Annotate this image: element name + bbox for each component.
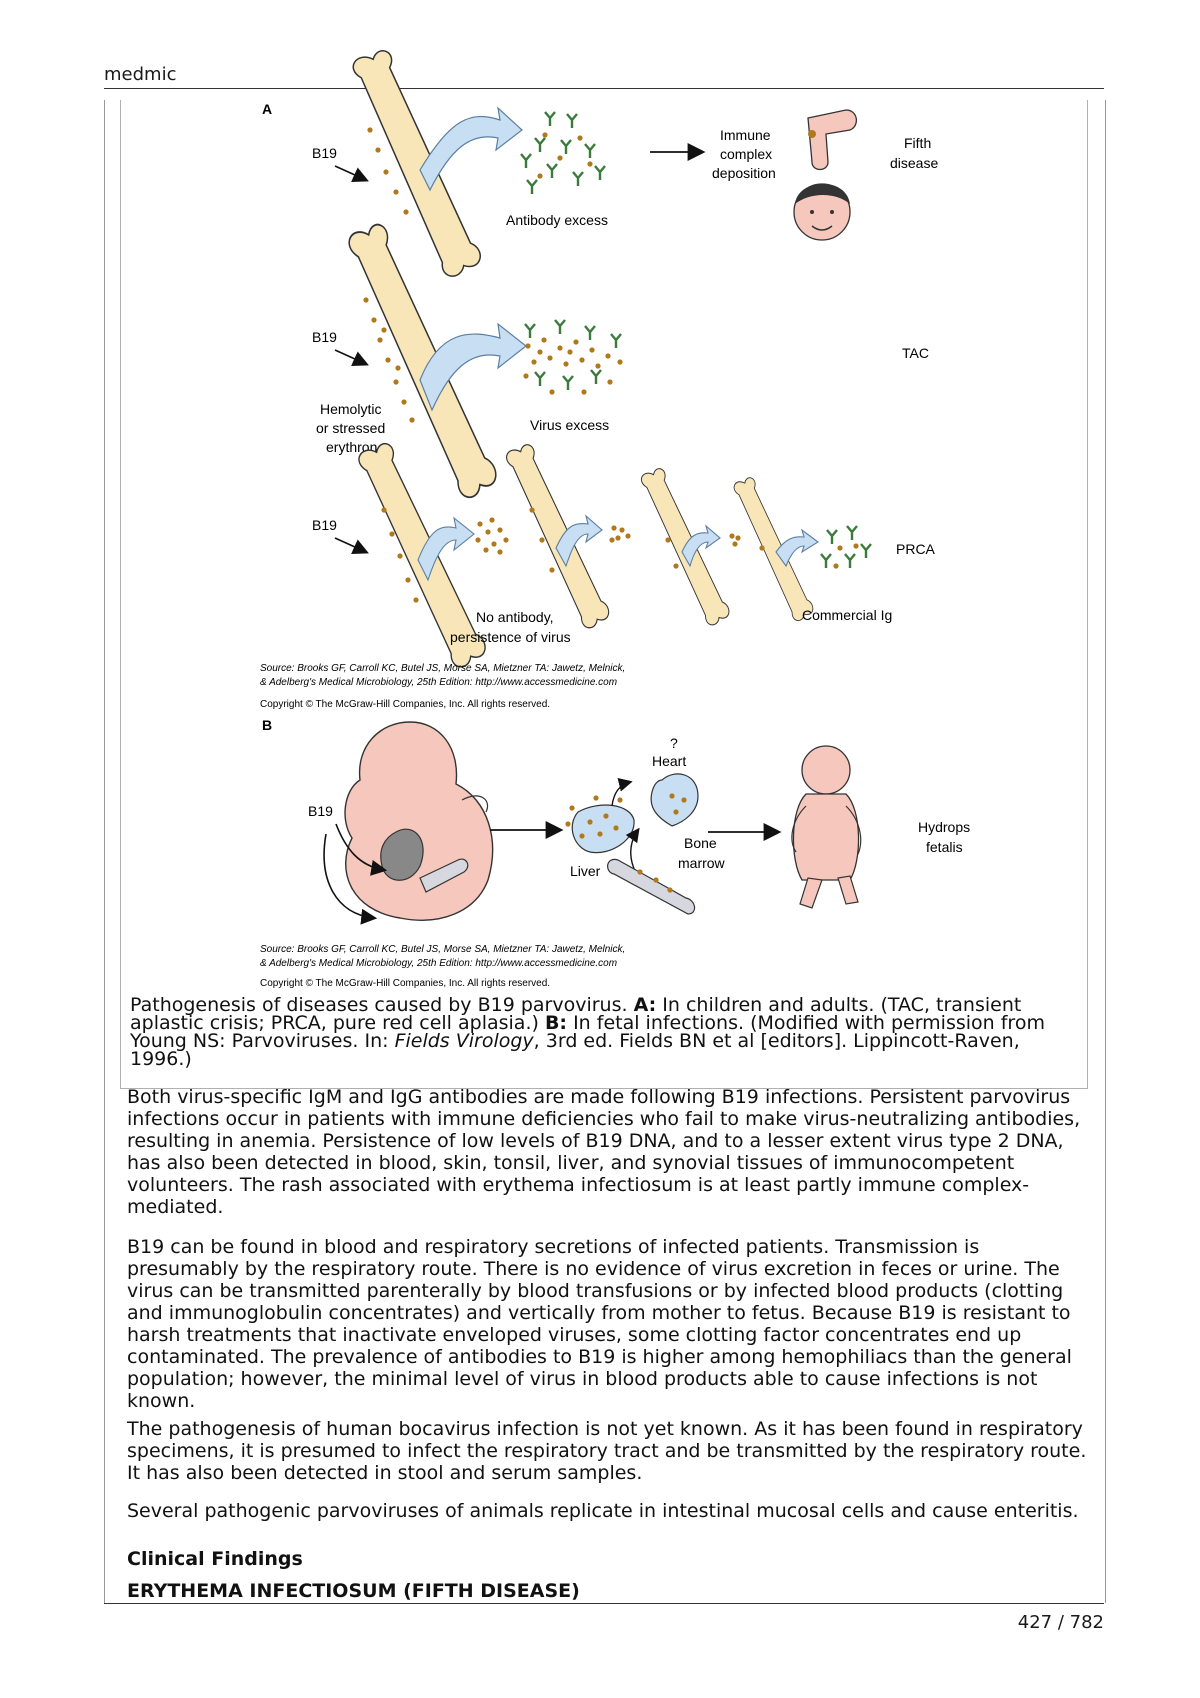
hydrops-label-2: fetalis: [926, 839, 963, 855]
page-number: 427 / 782: [1017, 1612, 1104, 1633]
liver-illustration: [572, 805, 634, 853]
panel-a-copyright: Copyright © The McGraw-Hill Companies, Inc. All rights reserved.: [260, 699, 551, 710]
document-title: medmic: [104, 64, 177, 85]
commercial-ig-label: Commercial Ig: [802, 607, 893, 623]
row3-bone-2: [504, 436, 611, 638]
immune-label-3: deposition: [712, 165, 776, 181]
caption-text-4: , 3rd ed. Fields BN et al [editors]. Lippincott-Raven, 1996.): [130, 1030, 1020, 1070]
row1-flow-arrow: [420, 108, 522, 190]
row2-b19-label: B19: [312, 329, 337, 345]
caption-a-label: A:: [633, 994, 657, 1016]
row2-b19-arrow: [335, 350, 366, 364]
footer-rule: [104, 1603, 1104, 1604]
fifth-disease-label-2: disease: [890, 155, 939, 171]
row1-antibodies: [521, 112, 605, 194]
no-antibody-label-2: persistence of virus: [450, 629, 571, 645]
no-antibody-label-1: No antibody,: [476, 609, 554, 625]
hemolytic-label-3: erythron: [326, 439, 378, 455]
row3-b19-label: B19: [312, 517, 337, 533]
caption-text-2: In children and adults. (TAC, transient aplastic crisis; PRCA, pure red cell aplasia.): [130, 994, 1022, 1034]
row1-b19-arrow: [335, 166, 366, 180]
heart-question-label: ?: [670, 735, 678, 751]
child-face-illustration: [794, 184, 850, 240]
hemolytic-label-1: Hemolytic: [320, 401, 382, 417]
bone-label-2: marrow: [678, 855, 725, 871]
caption-book-title: Fields Virology: [394, 1030, 534, 1052]
row3-virus-cluster-2: [609, 525, 630, 542]
paragraph-1-text: Both virus-specific IgM and IgG antibodies are made following B19 infections. Persistent parvovirus infections occur in patients with immune deficiencies who fail to make virus-neutralizing antibodies, resulting in anemia. Persistence of low levels of B19 DNA, and to a lesser extent virus type 2 DNA, has also been detected in blood, skin, tonsil, liver, and synovial tissues of immunocompetent volunteers. The rash associated with erythema infectiosum is at least partly immune complex-mediated.: [127, 1086, 1081, 1218]
immune-label-1: Immune: [720, 127, 771, 143]
heart-label: Heart: [652, 753, 687, 769]
panel-a-source-2: & Adelberg's Medical Microbiology, 25th Edition: http://www.accessmedicine.com: [260, 677, 618, 688]
tac-label: TAC: [902, 345, 929, 361]
figure-caption: [130, 996, 1080, 1068]
paragraph-4: [127, 1500, 1087, 1522]
fetus-illustration: [345, 722, 493, 920]
virus-excess-label: Virus excess: [530, 417, 610, 433]
paragraph-2: [127, 1236, 1087, 1412]
caption-b-label: B:: [544, 1012, 568, 1034]
paragraph-3: [127, 1418, 1087, 1484]
row3-flow-arrow-4: [776, 530, 818, 566]
paragraph-3-text: The pathogenesis of human bocavirus infection is not yet known. As it has been found in respiratory specimens, it is presumed to infect the respiratory tract and be transmitted by the respiratory route. It has also been detected in stool and serum samples.: [127, 1418, 1087, 1484]
panel-a-label: A: [262, 101, 273, 117]
paragraph-4-text: Several pathogenic parvoviruses of animals replicate in intestinal mucosal cells and cause enteritis.: [127, 1500, 1079, 1522]
heart-illustration: [651, 774, 698, 826]
row3-b19-arrow: [335, 538, 366, 552]
paragraph-2-text: B19 can be found in blood and respiratory secretions of infected patients. Transmission is presumably by the respiratory route. There is no evidence of virus excretion in feces or urine. The virus can be transmitted parenterally by blood transfusions or by infected blood products (clotting and immunoglobulin concentrates) and vertically from mother to fetus. Because B19 is resistant to harsh treatments that inactivate enveloped viruses, some clotting factor concentrates end up contaminated. The prevalence of antibodies to B19 is higher among hemophiliacs than the general population; however, the minimal level of virus in blood products able to cause infections is not known.: [127, 1236, 1072, 1412]
row3-antibody-cluster: [821, 526, 871, 569]
knee-illustration: [808, 110, 856, 170]
hydrops-label-1: Hydrops: [918, 819, 971, 835]
panel-b-label: B: [262, 717, 273, 733]
immune-label-2: complex: [720, 146, 773, 162]
newborn-illustration: [792, 746, 861, 908]
row3-flow-arrow-1: [418, 518, 474, 580]
fifth-disease-label-1: Fifth: [904, 135, 932, 151]
bone-label-1: Bone: [684, 835, 717, 851]
panel-b-source-1: Source: Brooks GF, Carroll KC, Butel JS, Morse SA, Mietzner TA: Jawetz, Melnick,: [260, 944, 626, 955]
liver-to-heart-arrow: [612, 782, 630, 806]
row3-virus-cluster-1: [475, 517, 508, 554]
erythema-infectiosum-heading: ERYTHEMA INFECTIOSUM (FIFTH DISEASE): [127, 1580, 580, 1602]
panel-a-source-1: Source: Brooks GF, Carroll KC, Butel JS, Morse SA, Mietzner TA: Jawetz, Melnick,: [260, 663, 626, 674]
liver-label: Liver: [570, 863, 601, 879]
row2-flow-arrow: [420, 324, 526, 410]
caption-text-3: In fetal infections. (Modified with permission from Young NS: Parvoviruses. In:: [130, 1012, 1045, 1052]
hemolytic-label-2: or stressed: [316, 420, 386, 436]
clinical-findings-heading: Clinical Findings: [127, 1548, 303, 1570]
panel-b-copyright: Copyright © The McGraw-Hill Companies, Inc. All rights reserved.: [260, 978, 551, 989]
panel-b-b19-label: B19: [308, 803, 333, 819]
caption-text-1: Pathogenesis of diseases caused by B19 parvovirus.: [130, 994, 634, 1016]
paragraph-1: [127, 1086, 1087, 1218]
row3-virus-cluster-3: [729, 533, 740, 546]
row2-virus-cluster: [523, 320, 622, 395]
panel-b-source-2: & Adelberg's Medical Microbiology, 25th Edition: http://www.accessmedicine.com: [260, 958, 618, 969]
antibody-excess-label: Antibody excess: [506, 212, 608, 228]
prca-label: PRCA: [896, 541, 935, 557]
row1-b19-label: B19: [312, 145, 337, 161]
